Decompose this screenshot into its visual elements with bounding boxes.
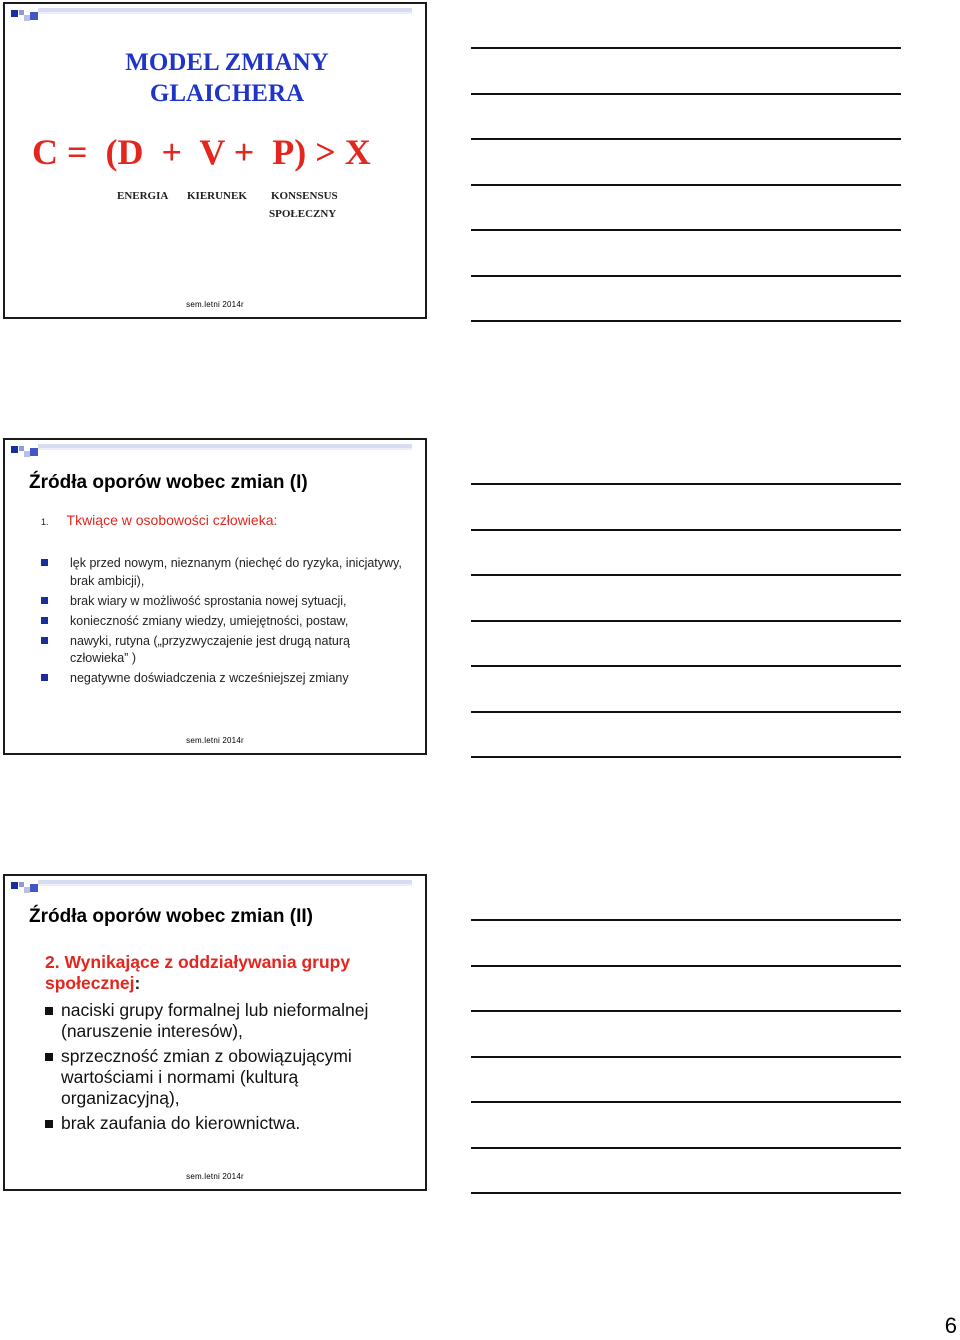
square-bullet-icon — [41, 597, 48, 604]
note-line — [471, 620, 901, 622]
slide-footer: sem.letni 2014r — [186, 736, 244, 745]
label-konsensus: KONSENSUS — [271, 190, 338, 202]
label-energia: ENERGIA — [117, 190, 169, 202]
note-line — [471, 1147, 901, 1149]
square-bullet-icon — [41, 637, 48, 644]
square-bullet-icon — [45, 1120, 53, 1128]
slide-2-subtitle — [41, 512, 277, 528]
slide-1-title: MODEL ZMIANY GLAICHERA — [125, 49, 329, 107]
list-item: naciski grupy formalnej lub nieformalnej (naruszenie interesów), — [45, 1000, 415, 1042]
square-bullet-icon — [41, 674, 48, 681]
slide-decoration-icon — [7, 6, 412, 28]
note-line — [471, 529, 901, 531]
list-item: lęk przed nowym, nieznanym (niechęć do ryzyka, inicjatywy, brak ambicji), — [41, 555, 411, 590]
list-item: konieczność zmiany wiedzy, umiejętności, postaw, — [41, 613, 411, 631]
list-item: sprzeczność zmian z obowiązującymi wartościami i normami (kulturą organizacyjną), — [45, 1046, 415, 1109]
slide-3 — [3, 874, 427, 1191]
square-bullet-icon — [45, 1007, 53, 1015]
square-bullet-icon — [41, 617, 48, 624]
change-formula: C = (D + V + P) > X — [32, 132, 371, 172]
note-line — [471, 1056, 901, 1058]
slide-footer: sem.letni 2014r — [186, 1172, 244, 1181]
slide-3-title: Źródła oporów wobec zmian (II) — [29, 906, 313, 927]
note-line — [471, 665, 901, 667]
subtitle-number: 1. — [41, 517, 49, 527]
note-line — [471, 919, 901, 921]
slide-3-list — [45, 1000, 415, 1138]
note-line — [471, 275, 901, 277]
list-item: nawyki, rutyna („przyzwyczajenie jest drugą naturą człowieka” ) — [41, 633, 411, 668]
note-line — [471, 229, 901, 231]
slide-2-list — [41, 555, 411, 690]
note-line — [471, 138, 901, 140]
list-item: brak zaufania do kierownictwa. — [45, 1113, 415, 1134]
square-bullet-icon — [41, 559, 48, 566]
label-spoleczny: SPOŁECZNY — [269, 208, 337, 220]
note-line — [471, 756, 901, 758]
subtitle-colon: : — [134, 973, 141, 993]
slide-3-subtitle — [45, 952, 385, 994]
slide-footer: sem.letni 2014r — [186, 300, 244, 309]
note-line — [471, 93, 901, 95]
slide-1 — [3, 2, 427, 319]
square-bullet-icon — [45, 1053, 53, 1061]
slide-decoration-icon — [7, 878, 412, 900]
note-line — [471, 574, 901, 576]
list-item: brak wiary w możliwość sprostania nowej sytuacji, — [41, 593, 411, 611]
note-line — [471, 1192, 901, 1194]
list-item: negatywne doświadczenia z wcześniejszej zmiany — [41, 670, 411, 688]
note-line — [471, 1010, 901, 1012]
slide-2-title: Źródła oporów wobec zmian (I) — [29, 472, 308, 493]
note-line — [471, 483, 901, 485]
subtitle-text: 2. Wynikające z oddziaływania grupy społecznej — [45, 952, 351, 993]
label-kierunek: KIERUNEK — [187, 190, 247, 202]
note-line — [471, 965, 901, 967]
note-line — [471, 47, 901, 49]
note-line — [471, 711, 901, 713]
note-line — [471, 184, 901, 186]
note-line — [471, 1101, 901, 1103]
note-line — [471, 320, 901, 322]
slide-2 — [3, 438, 427, 755]
slide-decoration-icon — [7, 442, 412, 464]
page-number: 6 — [944, 1313, 957, 1338]
subtitle-text: Tkwiące w osobowości człowieka: — [66, 512, 278, 528]
